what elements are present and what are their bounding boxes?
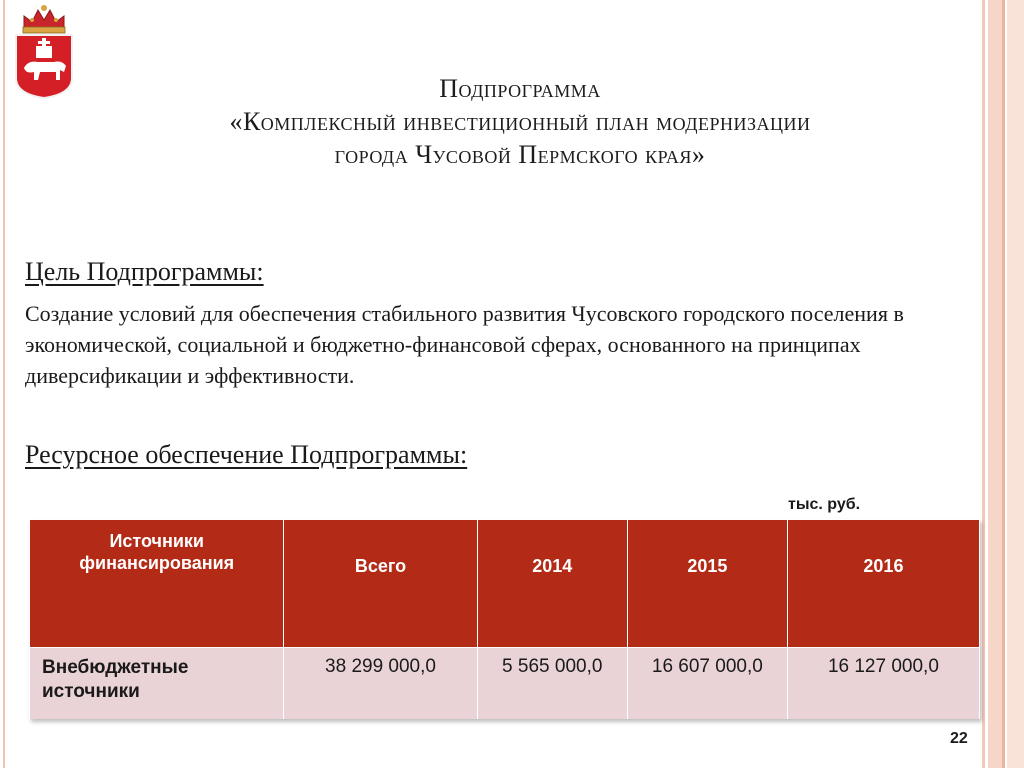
unit-label: тыс. руб. — [788, 496, 861, 513]
left-border-line — [3, 0, 5, 768]
table-row — [30, 648, 980, 720]
perm-krai-coat-of-arms-icon — [10, 2, 78, 100]
page-number: 22 — [950, 730, 968, 747]
title-line-2: «Комплексный инвестиционный план модернизации — [229, 107, 811, 136]
header-2016: 2016 — [787, 520, 979, 648]
financing-table — [29, 519, 980, 719]
title-line-3: города Чусовой Пермского края» — [334, 140, 706, 169]
resources-heading: Ресурсное обеспечение Подпрограммы: — [25, 440, 468, 469]
right-decorative-stripes — [982, 0, 1024, 768]
goal-heading: Цель Подпрограммы: — [25, 257, 264, 286]
cell-2016: 16 127 000,0 — [787, 648, 979, 720]
table-header-row — [30, 520, 980, 648]
slide-title — [90, 72, 950, 171]
cell-2015: 16 607 000,0 — [627, 648, 787, 720]
row-label: Внебюджетные источники — [30, 648, 284, 720]
header-2014: 2014 — [477, 520, 627, 648]
header-sources: Источники финансирования — [30, 520, 284, 648]
header-total: Всего — [284, 520, 477, 648]
header-2015: 2015 — [627, 520, 787, 648]
title-line-1: Подпрограмма — [439, 74, 601, 103]
goal-text: Создание условий для обеспечения стабильного развития Чусовского городского поселения в экономической, социальной и бюджетно-финансовой сферах, основанного на принципах диверсификации и эффективности. — [25, 301, 904, 388]
cell-2014: 5 565 000,0 — [477, 648, 627, 720]
cell-total: 38 299 000,0 — [284, 648, 477, 720]
